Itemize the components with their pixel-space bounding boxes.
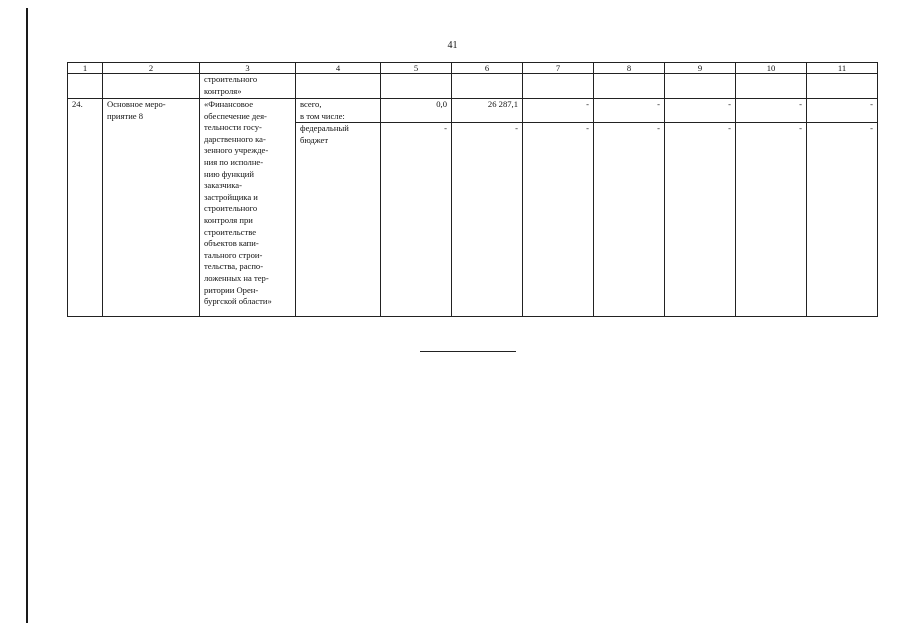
table-cell [807,74,878,99]
value-cell: - [381,123,452,317]
table-cell [523,74,594,99]
table-cell [200,74,296,99]
header-cell: 6 [452,63,523,74]
entry-name-text: «Финансовое обеспечение дея- тельности госу- дарственного ка- зенного учрежде- ния по исполне- нию функций заказчика- застройщика и строительного контроля при строительстве объектов капи- тального строи- тельства, распо- ложенных на тер- ритории Орен- бургской области» [204,99,272,307]
header-cell: 10 [736,63,807,74]
table-cell [68,74,103,99]
value-cell: - [665,123,736,317]
header-cell: 1 [68,63,103,74]
header-cell: 3 [200,63,296,74]
table-header-row [68,63,878,74]
footer-rule [420,351,516,352]
table-row-total [68,99,878,123]
table-cell [594,74,665,99]
table-cell [296,74,381,99]
table-cell [452,74,523,99]
table-cell [103,74,200,99]
value-cell: - [736,123,807,317]
page-number: 41 [447,40,458,51]
value-cell: - [807,123,878,317]
source-cell [296,123,381,317]
entry-event [103,99,200,317]
source-federal-text: федеральный бюджет [300,123,349,145]
entry-number-text: 24. [72,99,83,109]
value-cell: - [594,99,665,123]
value-cell: - [594,123,665,317]
source-total-text: всего, в том числе: [300,99,345,121]
value-cell: 0,0 [381,99,452,123]
budget-table [67,62,878,317]
value-cell: - [523,99,594,123]
value-cell: - [523,123,594,317]
header-cell: 11 [807,63,878,74]
table-cell [381,74,452,99]
value-cell: - [452,123,523,317]
continuation-text: строительного контроля» [204,74,258,96]
entry-event-text: Основное меро- приятие 8 [107,99,166,121]
header-cell: 2 [103,63,200,74]
value-cell: - [736,99,807,123]
entry-number [68,99,103,317]
entry-name [200,99,296,317]
value-cell: - [665,99,736,123]
header-cell: 4 [296,63,381,74]
header-cell: 7 [523,63,594,74]
source-cell [296,99,381,123]
table-cell [736,74,807,99]
header-cell: 8 [594,63,665,74]
table-row-continuation [68,74,878,99]
header-cell: 9 [665,63,736,74]
value-cell: 26 287,1 [452,99,523,123]
table-cell [665,74,736,99]
value-cell: - [807,99,878,123]
page-edge-line [26,8,28,623]
header-cell: 5 [381,63,452,74]
